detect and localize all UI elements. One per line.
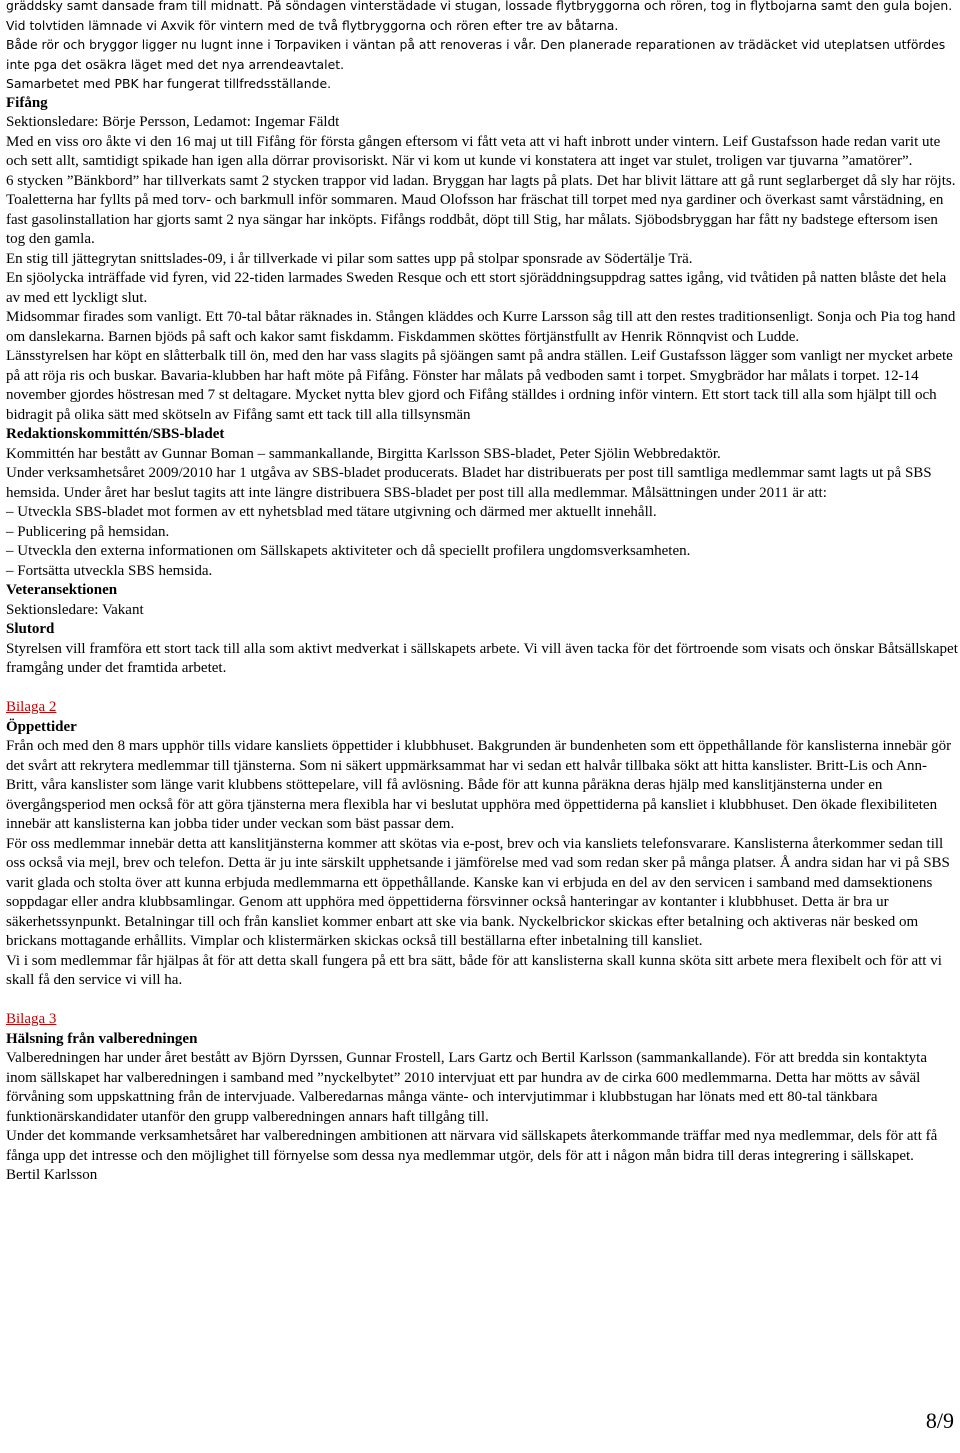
paragraph-fifang-accident: En sjöolycka inträffade vid fyren, vid 22-tiden larmades Sweden Resque och ett stort sjöräddningsuppdrag sattes igång, vid tvåtiden på natten blåste det hela av med ett lyckligt slut. <box>6 270 947 306</box>
document-page <box>6 0 958 1186</box>
page-number: 8/9 <box>925 1408 954 1433</box>
paragraph-fifang-leaders: Sektionsledare: Börje Persson, Ledamot: Ingemar Fäldt <box>6 114 340 130</box>
paragraph-fifang-break-in: Med en viss oro åkte vi den 16 maj ut till Fifång för första gången eftersom vi fått veta att vi haft inbrott under vintern. Leif Gustafsson hade redan varit ute och sett allt, samtidigt spikade han igen alla dörrar provisoriskt. När vi kom ut kunde vi konstatera att inget var stulet, troligen var tjuvarna ”amatörer”. <box>6 133 941 169</box>
paragraph-fifang-midsummer: Midsommar firades som vanligt. Ett 70-tal båtar räknades in. Stången kläddes och Kurre Larsson såg till att den restes traditionsenligt. Sonja och Pia tog hand om danslekarna. Barnen bjöds på saft och kakor samt fiskdamm. Fiskdammen sköttes förtjänstfullt av Henrik Rönnqvist och Ludde. <box>6 309 956 345</box>
heading-closing: Slutord <box>6 621 55 637</box>
paragraph-opening-hours-1: Från och med den 8 mars upphör tills vidare kansliets öppettider i klubbhuset. Bakgrunden är bundenheten som ett öppethållande för kanslisterna innebär gör det svårt att rekrytera medlemmar till tjänsterna. Som ni säkert uppmärksammat har vi sedan ett halvår tillbaka sökt att hitta kanslister. Britt-Lis och Ann-Britt, våra kanslister som länge varit klubbens stöttepelare, vill få avlösning. Både för att kunna påräkna deras hjälp med kanslitjänsterna under en övergångsperiod men också för att göra tjänsterna mera flexibla har vi beslutat upphöra med öppettiderna på kansliet i klubbhuset. Den ökade flexibiliteten innebär att kanslisterna kan jobba tider under veckan som bäst passar dem. <box>6 738 952 832</box>
heading-editorial-committee: Redaktionskommittén/SBS-bladet <box>6 426 225 442</box>
paragraph-fifang-trail: En stig till jättegrytan snittslades-09, i år tillverkade vi pilar som sattes upp på stolpar sponsrade av Södertälje Trä. <box>6 250 693 267</box>
paragraph-closing: Styrelsen vill framföra ett stort tack till alla som aktivt medverkat i sällskapets arbete. Vi vill även tacka för det förtroende som visats och önskar Båtsällskapet framgång under det framtida arbetet. <box>6 640 958 676</box>
paragraph-opening-hours-3: Vi i som medlemmar får hjälpas åt för att detta skall fungera på ett bra sätt, både för att kanslisterna skall kunna sköta sitt arbete mera flexibelt och för att vi skall få den service vi vill ha. <box>6 952 942 988</box>
paragraph-fifang-maintenance: 6 stycken ”Bänkbord” har tillverkats samt 2 stycken trappor vid ladan. Bryggan har lagts på plats. Det har blivit lättare att gå runt seglarberget då sly har röjts. Toaletterna har fyllts på med torv- och barkmull inför sommaren. Maud Olofsson har fräschat till torpet med nya gardiner och överkast samt vårstädning, en fast gasolinstallation har gjorts samt 2 nya sängar har inköpts. Fifångs roddbåt, döpt till Stig, har målats. Sjöbodsbryggan har fått ny badstege eftersom isen tog den gamla. <box>6 172 956 247</box>
list-item-goal-1: – Utveckla SBS-bladet mot formen av ett nyhetsblad med tätare utgivning och därmed mer aktuellt innehåll. <box>6 504 657 520</box>
paragraph-opening-hours-2: För oss medlemmar innebär detta att kanslitjänsterna kommer att skötas via e-post, brev och via kansliets telefonsvarare. Kanslisterna återkommer sedan till oss också via mejl, brev och telefon. Detta är ju inte särskilt upphetsande i jämförelse med vad som redan sker på många platser. Å andra sidan har vi på SBS varit glada och stolta över att kunna erbjuda medlemmarna ett öppethållande. Kanske kan vi erbjuda en del av den servicen i samband med damsektionens soppdagar eller andra klubbsamlingar. Genom att upphöra med öppettiderna försvinner också hanteringar av kontanter i klubbhuset. Detta är bra ur säkerhetssynpunkt. Betalningar till och från kansliet kommer enbart att ske via bank. Nyckelbrickor skickas efter betalning och aktiveras när besked om brickans mottagande erhållits. Vimplar och klistermärken skickas också till beställarna efter inbetalning till kansliet. <box>6 835 950 949</box>
heading-nomination-committee: Hälsning från valberedningen <box>6 1030 198 1047</box>
heading-veteran-section: Veteransektionen <box>6 582 118 598</box>
paragraph-veteran-leader: Sektionsledare: Vakant <box>6 601 144 618</box>
list-item-goal-3: – Utveckla den externa informationen om Sällskapets aktiviteter och då speciellt profilera ungdomsverksamheten. <box>6 543 691 559</box>
paragraph-pbk-cooperation: Samarbetet med PBK har fungerat tillfredsställande. <box>6 76 332 91</box>
paragraph-fifang-autumn: Länsstyrelsen har köpt en slåtterbalk till ön, med den har vass slagits på sjöängen samt på andra ställen. Leif Gustafsson lägger som vanligt ner mycket arbete på att röja ris och buskar. Bavaria-klubben har haft möte på Fifång. Fönster har målats på vedboden samt i torpet. Smygbrädor har målats i torpet. 12-14 november gjordes höstresan med 7 st deltagare. Mycket nytta blev gjord och Fifång ställdes i ordning inför vintern. Ett stort tack till alla som hjälpt till och bidragit på olika sätt med skötseln av Fifång samt ett tack till alla tillsynsmän <box>6 348 953 423</box>
paragraph-sbs-bladet: Under verksamhetsåret 2009/2010 har 1 utgåva av SBS-bladet producerats. Bladet har distribuerats per post till samtliga medlemmar samt lagts ut på SBS hemsida. Under året har beslut tagits att inte längre distribuera SBS-bladet per post till alla medlemmar. Målsättningen under 2011 är att: <box>6 465 932 501</box>
paragraph-nomination-2: Under det kommande verksamhetsåret har valberedningen ambitionen att närvara vid sällskapets återkommande träffar med nya medlemmar, dels för att få fånga upp det intresse och den möjlighet till förnyelse som dessa nya medlemmar utgör, dels för att i någon mån bidra till deras integrering i sällskapet. <box>6 1128 938 1164</box>
paragraph-torpaviken-renovation: Både rör och bryggor ligger nu lugnt inne i Torpaviken i väntan på att renoveras i vår. Den planerade reparationen av trädäcket vid uteplatsen utfördes inte pga det osäkra läget med det nya arrendeavtalet. <box>6 37 946 72</box>
section-spacer <box>6 679 958 699</box>
signature-name: Bertil Karlsson <box>6 1167 98 1183</box>
heading-fifang: Fifång <box>6 94 48 111</box>
list-item-goal-4: – Fortsätta utveckla SBS hemsida. <box>6 562 213 579</box>
heading-opening-hours: Öppettider <box>6 718 77 735</box>
paragraph-nomination-1: Valberedningen har under året bestått av Björn Dyrssen, Gunnar Frostell, Lars Gartz och Bertil Karlsson (sammankallande). För att bredda sin kontaktyta inom sällskapet har valberedningen i samband med ”nyckelbytet” 2010 intervjuat ett par hundra av de cirka 600 medlemmarna. Detta har mötts av såväl förvåning som uppskattning från de intervjuade. Valberedarnas många vänte- och intervjutimmar i klubbstugan har lönats med ett 80-tal tänkbara funktionärskandidater utanför den grupp valberedningen annars haft tillgång till. <box>6 1050 927 1125</box>
list-item-goal-2: – Publicering på hemsidan. <box>6 523 170 540</box>
bilaga-2-link[interactable]: Bilaga 2 <box>6 699 57 715</box>
section-spacer <box>6 991 958 1011</box>
paragraph-committee-members: Kommittén har bestått av Gunnar Boman – sammankallande, Birgitta Karlsson SBS-bladet, Peter Sjölin Webbredaktör. <box>6 445 721 462</box>
paragraph-axvik-winter: gräddsky samt dansade fram till midnatt. På söndagen vinterstädade vi stugan, lossade flytbryggorna och rören, tog in flytbojarna samt den gula bojen. Vid tolvtiden lämnade vi Axvik för vintern med de två flytbryggorna och rören efter tre av båtarna. <box>6 0 953 33</box>
bilaga-3-link[interactable]: Bilaga 3 <box>6 1011 57 1027</box>
